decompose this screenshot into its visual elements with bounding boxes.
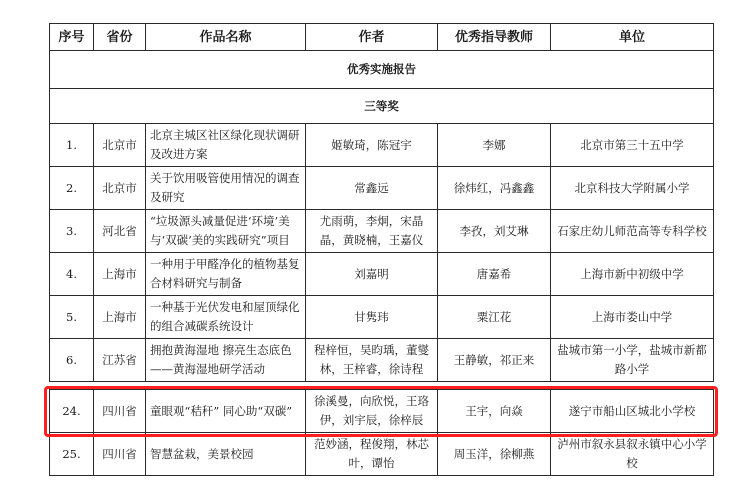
- header-teachers: 优秀指导教师: [438, 24, 551, 51]
- row-authors: 姬敏琦，陈冠宇: [306, 124, 438, 167]
- row-title: 一种基于光伏发电和屋顶绿化的组合减碳系统设计: [146, 296, 306, 339]
- header-authors: 作者: [306, 24, 438, 51]
- row-authors: 甘隽玮: [306, 296, 438, 339]
- table-row: [50, 339, 714, 382]
- table-row: [50, 296, 714, 339]
- row-title: “垃圾源头减量促进‘环境’美与‘双碳’美的实践研究”项目: [146, 210, 306, 253]
- row-title: 智慧盆栽，美景校园: [146, 433, 306, 476]
- row-unit: 北京市第三十五中学: [551, 124, 714, 167]
- row-no: 4.: [50, 253, 94, 296]
- row-unit: 上海市娄山中学: [551, 296, 714, 339]
- row-province: 北京市: [94, 167, 146, 210]
- table-row: [50, 253, 714, 296]
- row-province: 上海市: [94, 253, 146, 296]
- row-province: 江苏省: [94, 339, 146, 382]
- row-teachers: 王静敏，祁正来: [438, 339, 551, 382]
- row-authors: 程梓恒，吴昀瑀，董燮林，王梓睿，徐诗程: [306, 339, 438, 382]
- row-teachers: 徐炜红，冯鑫鑫: [438, 167, 551, 210]
- row-teachers: 李娜: [438, 124, 551, 167]
- row-no: 25.: [50, 433, 94, 476]
- row-province: 四川省: [94, 433, 146, 476]
- table-header-row: [50, 24, 714, 51]
- row-no: 5.: [50, 296, 94, 339]
- row-teachers: 李孜，刘艾琳: [438, 210, 551, 253]
- header-no: 序号: [50, 24, 94, 51]
- row-no: 2.: [50, 167, 94, 210]
- row-province: 四川省: [94, 390, 146, 433]
- row-teachers: 王宇，向焱: [438, 390, 551, 433]
- table-row: [50, 124, 714, 167]
- award-level-row: [50, 89, 714, 124]
- row-province: 北京市: [94, 124, 146, 167]
- row-teachers: 周玉洋，徐柳燕: [438, 433, 551, 476]
- table-row-highlighted: [50, 390, 714, 433]
- header-unit: 单位: [551, 24, 714, 51]
- row-authors: 范妙涵，程俊翔，林芯叶，谭怡: [306, 433, 438, 476]
- row-unit: 石家庄幼儿师范高等专科学校: [551, 210, 714, 253]
- header-province: 省份: [94, 24, 146, 51]
- row-authors: 徐溪曼，向欣悦，王珞伊，刘宇辰，徐梓辰: [306, 390, 438, 433]
- row-unit: 盐城市第一小学，盐城市新都路小学: [551, 339, 714, 382]
- row-teachers: 粟江花: [438, 296, 551, 339]
- award-level: 三等奖: [50, 89, 714, 124]
- row-authors: 刘嘉明: [306, 253, 438, 296]
- table-row: [50, 433, 714, 476]
- row-title: 拥抱黄海湿地 擦亮生态底色——黄海湿地研学活动: [146, 339, 306, 382]
- row-unit: 北京科技大学附属小学: [551, 167, 714, 210]
- row-no: 3.: [50, 210, 94, 253]
- header-title: 作品名称: [146, 24, 306, 51]
- row-title: 童眼观“秸秆” 同心助“双碳”: [146, 390, 306, 433]
- section-row: [50, 51, 714, 89]
- row-teachers: 唐嘉希: [438, 253, 551, 296]
- table-row: [50, 167, 714, 210]
- row-no: 6.: [50, 339, 94, 382]
- row-title: 关于饮用吸管使用情况的调查及研究: [146, 167, 306, 210]
- row-title: 北京主城区社区绿化现状调研及改进方案: [146, 124, 306, 167]
- table-row: [50, 210, 714, 253]
- row-unit: 泸州市叙永县叙永镇中心小学校: [551, 433, 714, 476]
- section-title: 优秀实施报告: [50, 51, 714, 89]
- row-province: 上海市: [94, 296, 146, 339]
- row-authors: 尤雨萌，李炯，宋晶晶，黄晓楠，王嘉仪: [306, 210, 438, 253]
- row-unit: 遂宁市船山区城北小学校: [551, 390, 714, 433]
- row-unit: 上海市新中初级中学: [551, 253, 714, 296]
- awards-table: [49, 23, 714, 476]
- row-no: 24.: [50, 390, 94, 433]
- row-province: 河北省: [94, 210, 146, 253]
- omitted-rows-gap: [50, 382, 714, 390]
- row-no: 1.: [50, 124, 94, 167]
- row-title: 一种用于甲醛净化的植物基复合材料研究与制备: [146, 253, 306, 296]
- row-authors: 常鑫远: [306, 167, 438, 210]
